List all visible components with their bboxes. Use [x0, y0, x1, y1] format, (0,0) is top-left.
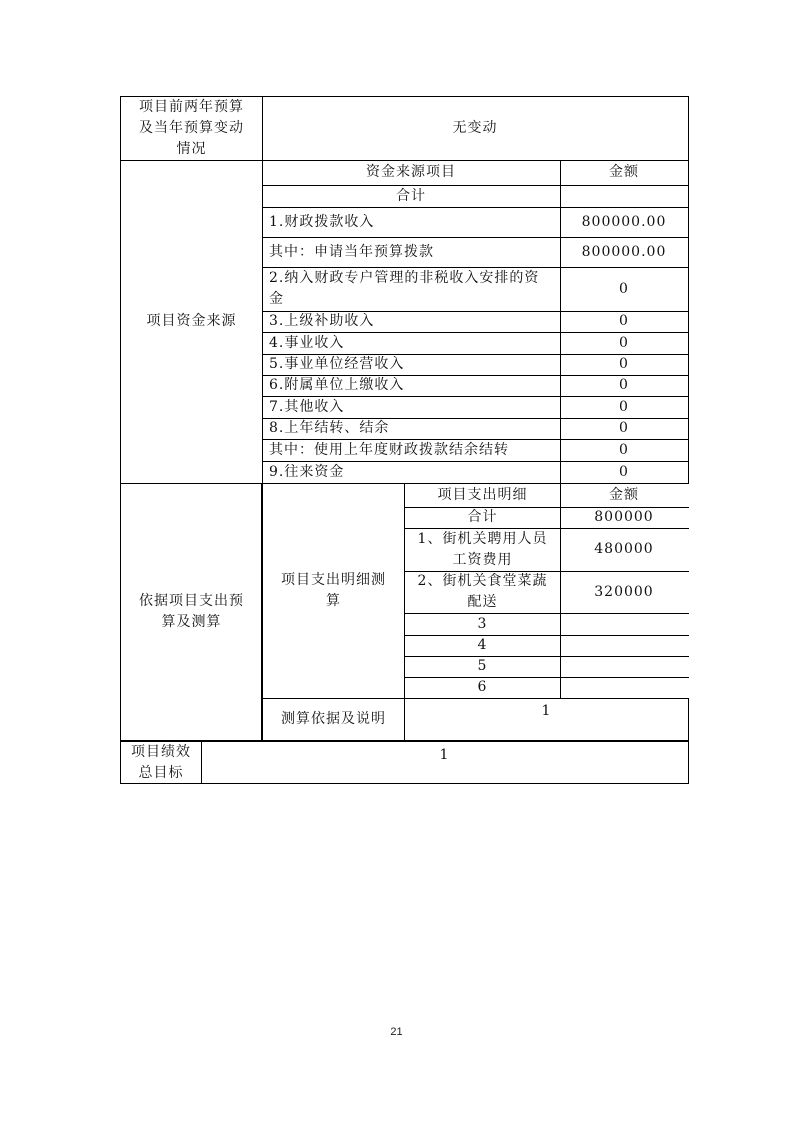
- expenditure-row-item: 5: [477, 658, 488, 674]
- funding-row-item: 其中：申请当年预算拨款: [269, 243, 434, 260]
- funding-row-amount: 0: [619, 280, 629, 297]
- table-rule: [405, 528, 689, 529]
- table-rule: [262, 185, 689, 186]
- table-rule: [262, 396, 689, 397]
- table-border: [120, 96, 121, 784]
- funding-row-item: 3.上级补助收入: [269, 313, 375, 329]
- expenditure-total-amount: 800000: [594, 509, 654, 525]
- funding-row-amount: 800000.00: [581, 213, 667, 230]
- table-rule: [405, 656, 689, 657]
- expenditure-row-amount: [560, 635, 688, 656]
- expenditure-row-item: 1、街机关聘用人员工资费用: [417, 530, 548, 568]
- table-rule: [405, 571, 689, 572]
- basis-value: 1: [541, 703, 552, 719]
- funding-label: 项目资金来源: [146, 313, 237, 329]
- funding-row-amount: 0: [619, 398, 629, 415]
- funding-row-item: 其中：使用上年度财政拨款结余结转: [269, 441, 509, 458]
- table-rule: [560, 160, 561, 483]
- funding-row-amount: 800000.00: [581, 243, 667, 260]
- expenditure-detail-label: 项目支出明细测算: [281, 571, 386, 609]
- table-rule: [404, 483, 405, 741]
- table-rule: [262, 311, 689, 312]
- funding-header-amount: 金额: [609, 164, 639, 180]
- page-number: 21: [390, 1026, 403, 1038]
- funding-row-item: 9.往来资金: [269, 463, 345, 480]
- table-rule: [120, 160, 689, 161]
- performance-label: 项目绩效总目标: [131, 744, 191, 781]
- table-rule: [262, 439, 689, 440]
- table-rule: [262, 237, 689, 238]
- expenditure-row-amount: [560, 677, 688, 698]
- expenditure-header-item: 项目支出明细: [437, 486, 528, 503]
- table-rule: [201, 741, 202, 784]
- table-rule: [405, 635, 689, 636]
- expenditure-label: 依据项目支出预算及测算: [139, 593, 244, 630]
- funding-row-amount: 0: [619, 377, 629, 393]
- expenditure-header-amount: 金额: [609, 486, 639, 503]
- funding-row-amount: 0: [619, 334, 629, 351]
- basis-label: 测算依据及说明: [281, 711, 386, 727]
- table-rule: [262, 461, 689, 462]
- prior-changes-label: 项目前两年预算及当年预算变动情况: [139, 99, 244, 157]
- funding-row-item: 8.上年结转、结余: [269, 420, 390, 436]
- table-rule: [262, 207, 689, 208]
- expenditure-row-amount: [560, 656, 688, 677]
- expenditure-row-amount: 320000: [594, 583, 654, 600]
- expenditure-row-item: 3: [477, 615, 488, 632]
- expenditure-row-item: 4: [477, 637, 488, 653]
- funding-row-item: 5.事业单位经营收入: [269, 356, 405, 372]
- funding-total-label: 合计: [396, 187, 426, 204]
- table-rule: [262, 267, 689, 268]
- expenditure-row-amount: 480000: [594, 541, 654, 557]
- funding-row-amount: 0: [619, 313, 629, 329]
- table-rule: [262, 418, 689, 419]
- table-border: [688, 96, 689, 160]
- prior-changes-value: 无变动: [452, 120, 498, 136]
- expenditure-row-item: 2、街机关食堂菜蔬配送: [417, 573, 548, 610]
- table-rule: [262, 332, 689, 333]
- expenditure-row-amount: [560, 613, 688, 635]
- funding-row-amount: 0: [619, 441, 629, 458]
- table-rule: [262, 698, 689, 699]
- funding-row-amount: 0: [619, 420, 629, 436]
- table-border: [120, 783, 689, 784]
- funding-row-item: 4.事业收入: [269, 334, 345, 351]
- funding-row-item: 1.财政拨款收入: [269, 213, 375, 230]
- table-rule: [560, 483, 561, 698]
- table-rule: [405, 613, 689, 614]
- table-rule: [262, 354, 689, 355]
- funding-row-item: 7.其他收入: [269, 398, 345, 415]
- table-rule: [262, 375, 689, 376]
- performance-value: 1: [439, 747, 450, 763]
- expenditure-total-label: 合计: [467, 509, 498, 525]
- table-border: [120, 96, 689, 97]
- table-rule: [405, 677, 689, 678]
- table-rule: [261, 483, 263, 741]
- table-rule: [405, 507, 689, 508]
- expenditure-row-item: 6: [477, 679, 488, 695]
- funding-row-amount: 0: [619, 463, 629, 480]
- funding-row-amount: 0: [619, 356, 629, 372]
- funding-header-item: 资金来源项目: [366, 164, 456, 180]
- table-border: [688, 160, 689, 484]
- funding-total-amount: [560, 185, 688, 207]
- funding-row-item: 6.附属单位上缴收入: [269, 377, 405, 393]
- funding-row-item: 2.纳入财政专户管理的非税收入安排的资金: [269, 270, 540, 307]
